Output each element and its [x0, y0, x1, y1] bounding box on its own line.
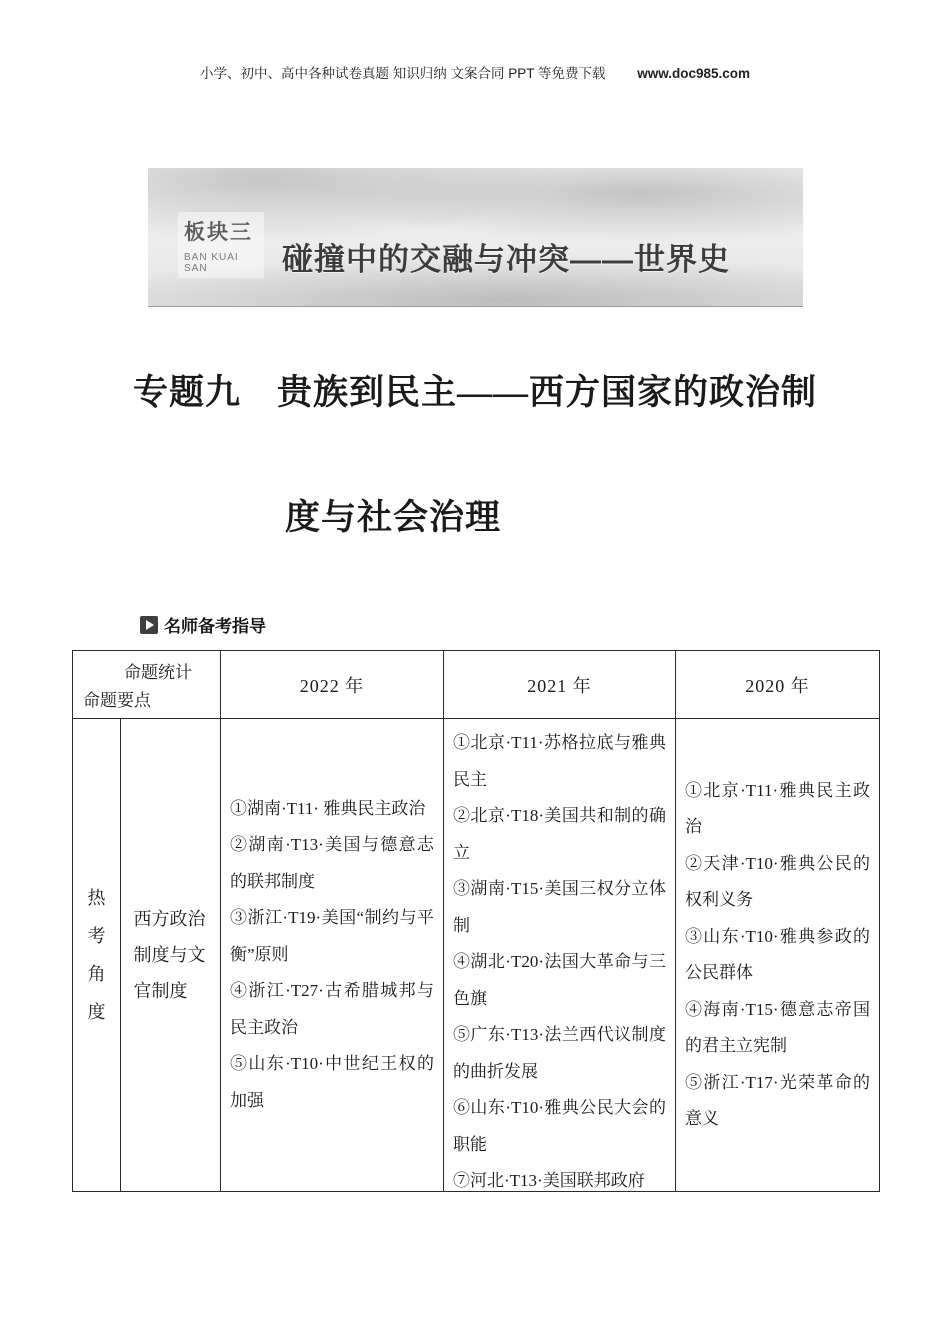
unit-banner-badge [178, 212, 264, 278]
topic-label: 西方政治制度与文官制度 [133, 909, 206, 1001]
exam-item: ④湖北·T20·法国大革命与三色旗 [453, 952, 666, 1008]
exam-item: ①北京·T11·雅典民主政治 [685, 780, 870, 836]
exam-item: ⑤广东·T13·法兰西代议制度的曲折发展 [453, 1025, 666, 1081]
exam-item: ③山东·T10·雅典参政的公民群体 [685, 926, 870, 982]
site-header [0, 62, 950, 82]
topic-cell [121, 719, 221, 1191]
exam-item: ⑤山东·T10·中世纪王权的加强 [230, 1054, 434, 1110]
site-header-text: 小学、初中、高中各种试卷真题 知识归纳 文案合同 PPT 等免费下载 [199, 66, 606, 81]
items-2020-cell [676, 719, 879, 1191]
exam-item: ⑦河北·T13·美国联邦政府 [453, 1171, 645, 1190]
row-label-cell [73, 719, 121, 1191]
block-pinyin: BAN KUAI SAN [184, 252, 239, 274]
chapter-title-line2: 度与社会治理 [285, 498, 502, 537]
block-label: 板块三 [184, 221, 253, 244]
table-corner-cell [73, 651, 221, 719]
section-header [140, 612, 266, 637]
exam-item: ②天津·T10·雅典公民的权利义务 [685, 853, 870, 909]
year-header-2020: 2020 年 [676, 651, 879, 719]
exam-item: ④海南·T15·德意志帝国的君主立宪制 [685, 999, 870, 1055]
site-url: www.doc985.com [637, 66, 751, 81]
exam-statistics-table [72, 650, 880, 1192]
corner-label-top: 命题统计 [124, 663, 192, 682]
items-2022-cell [221, 719, 444, 1191]
exam-item: ③浙江·T19·美国“制约与平衡”原则 [230, 908, 434, 964]
corner-label-bottom: 命题要点 [83, 691, 151, 710]
exam-item: ③湖南·T15·美国三权分立体制 [453, 879, 666, 935]
exam-item: ④浙江·T27·古希腊城邦与民主政治 [230, 981, 434, 1037]
exam-item: ②湖南·T13·美国与德意志的联邦制度 [230, 835, 434, 891]
year-header-2021: 2021 年 [444, 651, 676, 719]
items-2021-cell [444, 719, 676, 1191]
unit-banner [148, 168, 803, 307]
year-header-2022: 2022 年 [221, 651, 444, 719]
exam-item: ⑥山东·T10·雅典公民大会的职能 [453, 1098, 666, 1154]
chapter-title-line1: 专题九 贵族到民主——西方国家的政治制 [132, 373, 817, 412]
unit-banner-title: 碰撞中的交融与冲突——世界史 [282, 242, 730, 277]
exam-item: ②北京·T18·美国共和制的确立 [453, 806, 666, 862]
exam-item: ①北京·T11·苏格拉底与雅典民主 [453, 733, 666, 789]
row-label-vertical: 热考角度 [87, 888, 106, 1022]
play-icon [140, 616, 158, 634]
section-label: 名师备考指导 [164, 617, 266, 636]
exam-item: ⑤浙江·T17·光荣革命的意义 [685, 1072, 870, 1128]
exam-item: ①湖南·T11· 雅典民主政治 [230, 798, 426, 818]
